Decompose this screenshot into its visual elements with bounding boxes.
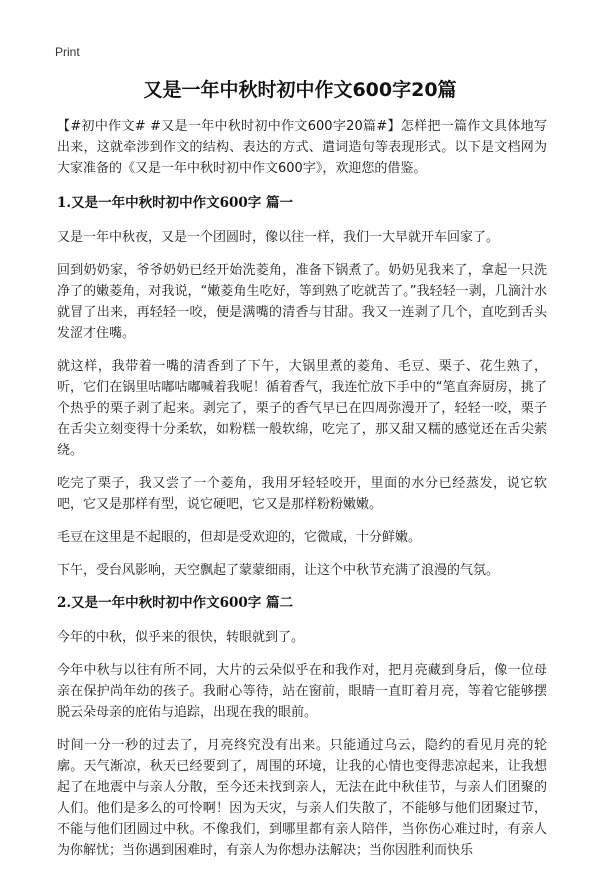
paragraph: 就这样，我带着一嘴的清香到了下午，大锅里煮的菱角、毛豆、栗子、花生熟了，听，它们在锅里咕嘟咕嘟喊着我呢！循着香气，我连忙放下手中的“笔直奔厨房，挑了个热乎的栗子剥了起来。剥完了，栗子的香气早已在四周弥漫开了，轻轻一咬，栗子在舌尖立刻变得十分柔软，如粉糕一般软绵，吃完了，那又甜又糯的感觉还在舌尖萦绕。 — [57, 359, 547, 458]
intro-paragraph: 【#初中作文# #又是一年中秋时初中作文600字20篇#】怎样把一篇作文具体地写出来，这就牵涉到作文的结构、表达的方式、遣词造句等表现形式。以下是文档网为大家准备的《又是一年中秋时初中作文600字》，欢迎您的借鉴。 — [57, 119, 547, 176]
paragraph: 回到奶奶家，爷爷奶奶已经开始洗菱角，准备下锅煮了。奶奶见我来了，拿起一只洗净了的嫩菱角，对我说，“嫩菱角生吃好，等到熟了吃就苦了。”我轻轻一剥，几滴汁水就冒了出来，再轻轻一咬，便是满嘴的清香与甘甜。我又一连剥了几个，直吃到舌头发涩才住嘴。 — [57, 263, 547, 341]
section-heading-2: 2.又是一年中秋时初中作文600字 篇二 — [57, 595, 293, 611]
section-heading-1: 1.又是一年中秋时初中作文600字 篇一 — [57, 195, 293, 211]
paragraph: 时间一分一秒的过去了，月亮终究没有出来。只能通过乌云，隐约的看见月亮的轮廓。天气渐凉，秋天已经要到了，周围的环境，让我的心情也变得悲凉起来，让我想起了在地震中与亲人分散，至今还未找到亲人，无法在此中秋佳节，与亲人们团聚的人们。他们是多么的可怜啊！因为天灾，与亲人们失散了，不能够与他们团聚过节，不能与他们团圆过中秋。不像我们，到哪里都有亲人陪伴，当你伤心难过时，有亲人为你解忧；当你遇到困难时，有亲人为你想办法解决；当你因胜利而快乐 — [57, 738, 547, 858]
paragraph: 下午，受台风影响，天空飘起了蒙蒙细雨，让这个中秋节充满了浪漫的气氛。 — [57, 563, 500, 578]
paragraph: 毛豆在这里是不起眼的，但却是受欢迎的，它微咸，十分鲜嫩。 — [57, 530, 422, 545]
paragraph: 今年的中秋，似乎来的很快，转眼就到了。 — [57, 630, 305, 645]
paragraph: 吃完了栗子，我又尝了一个菱角，我用牙轻轻咬开，里面的水分已经蒸发，说它软吧，它又是那样有型，说它硬吧，它又是那样粉粉嫩嫩。 — [57, 476, 547, 512]
page-title: 又是一年中秋时初中作文600字20篇 — [143, 79, 457, 101]
paragraph: 今年中秋与以往有所不同，大片的云朵似乎在和我作对，把月亮藏到身后，像一位母亲在保护尚年幼的孩子。我耐心等待，站在窗前，眼睛一直盯着月亮，等着它能够摆脱云朵母亲的庇佑与追踪，出现在我的眼前。 — [57, 663, 547, 720]
paragraph: 又是一年中秋夜，又是一个团圆时，像以往一样，我们一大早就开车回家了。 — [57, 230, 500, 245]
article-body — [57, 116, 547, 873]
print-link[interactable]: Print — [55, 45, 80, 59]
